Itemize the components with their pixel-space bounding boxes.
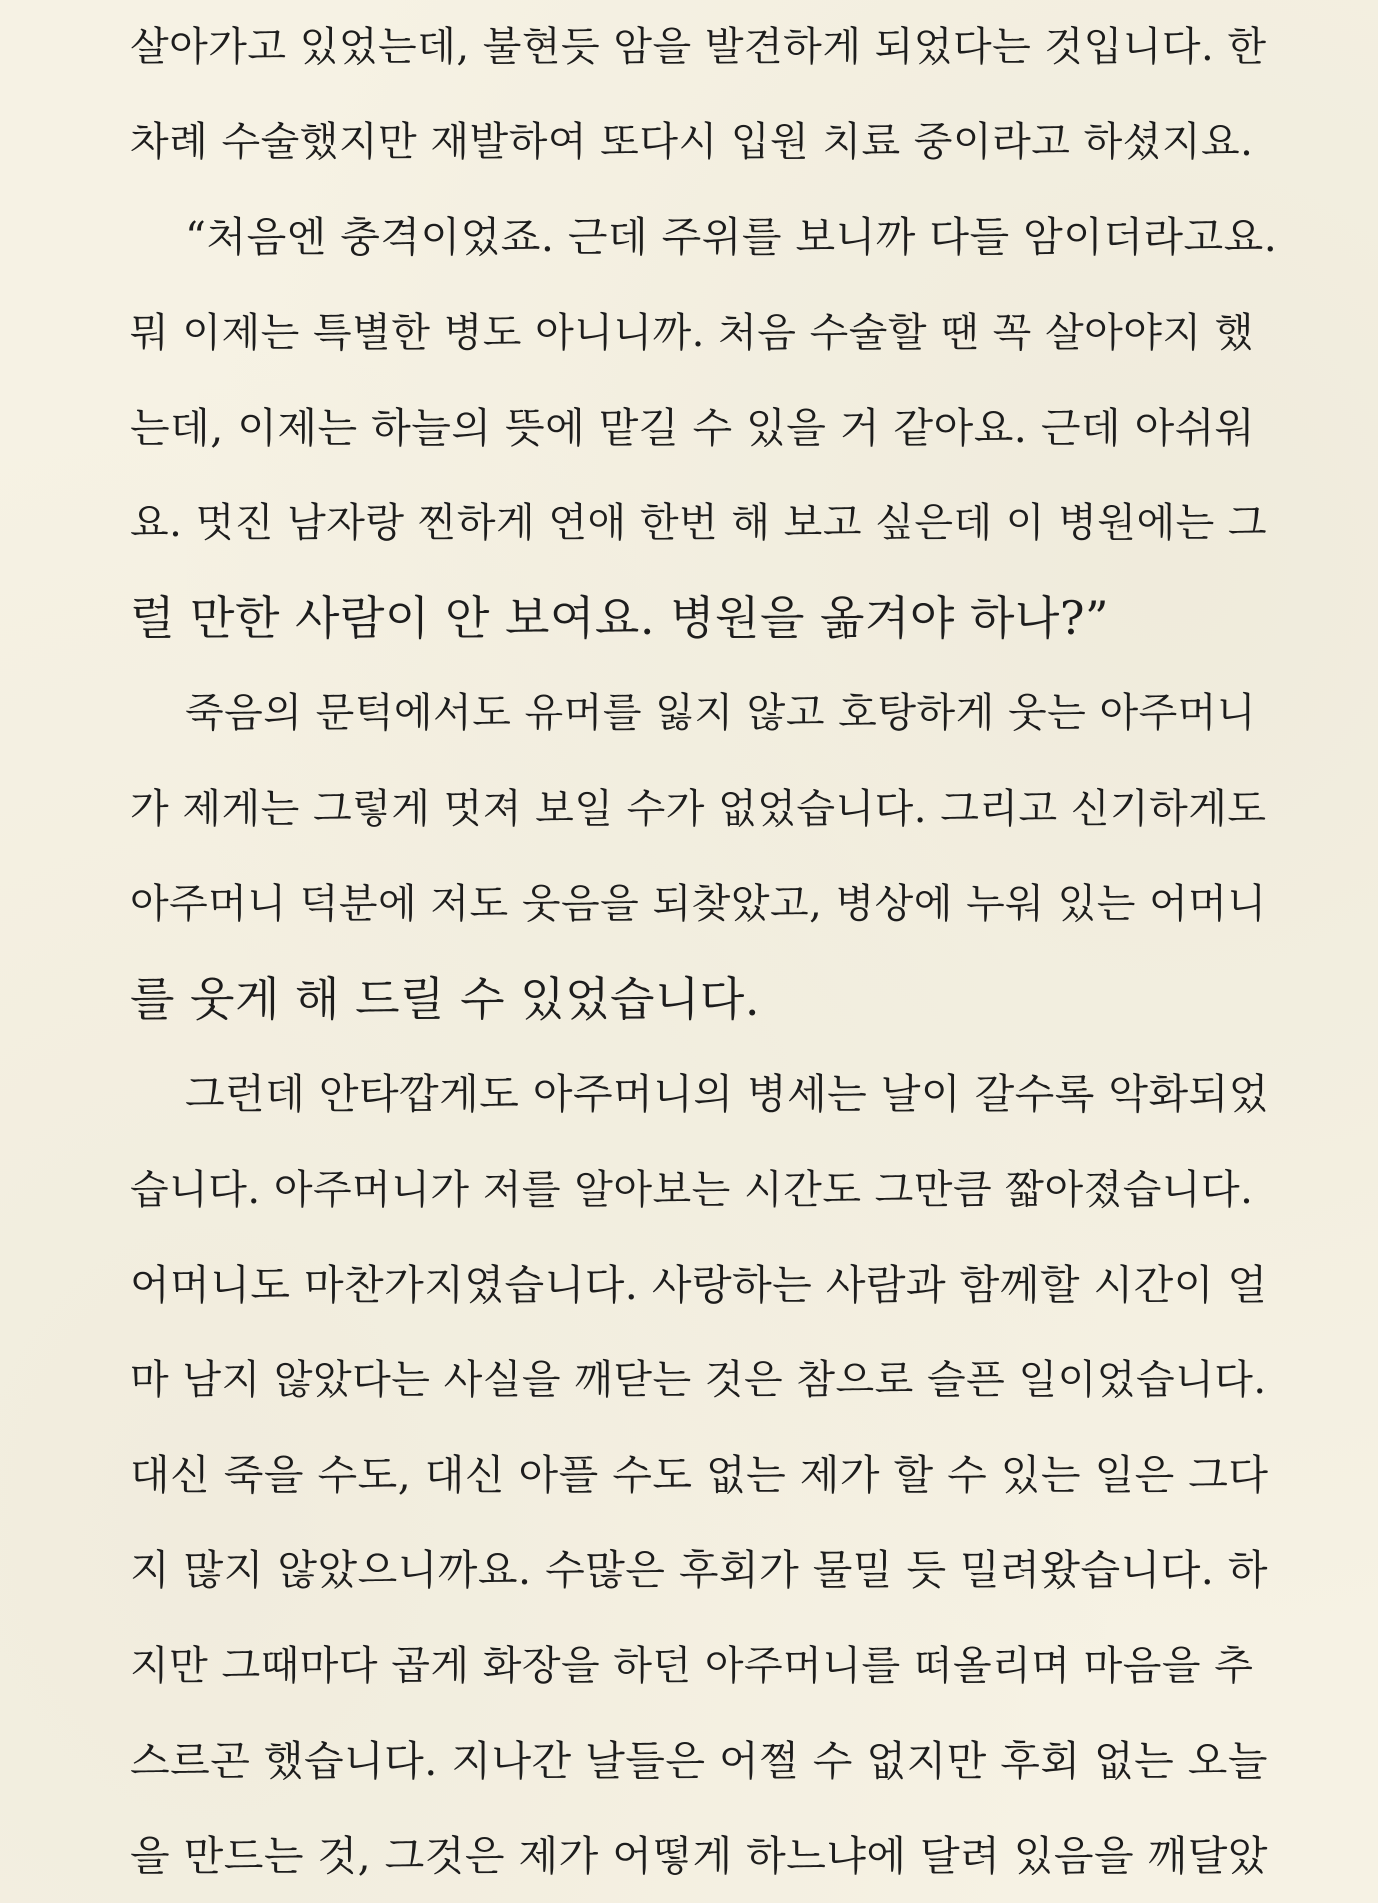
text-line: 차례 수술했지만 재발하여 또다시 입원 치료 중이라고 하셨지요. xyxy=(130,119,1254,165)
text-line: 지만 그때마다 곱게 화장을 하던 아주머니를 떠올리며 마음을 추 xyxy=(130,1643,1254,1689)
text-line: 대신 죽을 수도, 대신 아플 수도 없는 제가 할 수 있는 일은 그다 xyxy=(130,1451,1269,1499)
text-line: 죽음의 문턱에서도 유머를 잃지 않고 호탕하게 웃는 아주머니 xyxy=(185,690,1257,736)
text-line: 습니다. 아주머니가 저를 알아보는 시간도 그만큼 짧아졌습니다. xyxy=(130,1167,1254,1213)
text-line: “처음엔 충격이었죠. 근데 주위를 보니까 다들 암이더라고요. xyxy=(185,213,1278,261)
text-line: 럴 만한 사람이 안 보여요. 병원을 옮겨야 하나?” xyxy=(130,591,1110,645)
text-line: 는데, 이제는 하늘의 뜻에 맡길 수 있을 거 같아요. 근데 아쉬워 xyxy=(130,404,1255,452)
text-line: 지 많지 않았으니까요. 수많은 후회가 물밀 듯 밀려왔습니다. 하 xyxy=(130,1546,1268,1594)
text-line: 을 만드는 것, 그것은 제가 어떻게 하느냐에 달려 있음을 깨달았 xyxy=(130,1832,1268,1880)
text-line: 스르곤 했습니다. 지나간 날들은 어쩔 수 없지만 후회 없는 오늘 xyxy=(130,1737,1268,1785)
text-line: 그런데 안타깝게도 아주머니의 병세는 날이 갈수록 악화되었 xyxy=(185,1070,1269,1118)
text-line: 가 제게는 그렇게 멋져 보일 수가 없었습니다. 그리고 신기하게도 xyxy=(130,786,1267,832)
text-line: 를 웃게 해 드릴 수 있었습니다. xyxy=(130,972,760,1026)
text-line: 살아가고 있었는데, 불현듯 암을 발견하게 되었다는 것입니다. 한 xyxy=(130,24,1267,70)
text-line: 아주머니 덕분에 저도 웃음을 되찾았고, 병상에 누워 있는 어머니 xyxy=(130,881,1267,927)
text-line: 마 남지 않았다는 사실을 깨닫는 것은 참으로 슬픈 일이었습니다. xyxy=(130,1357,1267,1403)
text-line: 어머니도 마찬가지였습니다. 사랑하는 사람과 함께할 시간이 얼 xyxy=(130,1261,1268,1309)
text-line: 뭐 이제는 특별한 병도 아니니까. 처음 수술할 땐 꼭 살아야지 했 xyxy=(130,310,1254,356)
text-line: 요. 멋진 남자랑 찐하게 연애 한번 해 보고 싶은데 이 병원에는 그 xyxy=(130,500,1268,546)
